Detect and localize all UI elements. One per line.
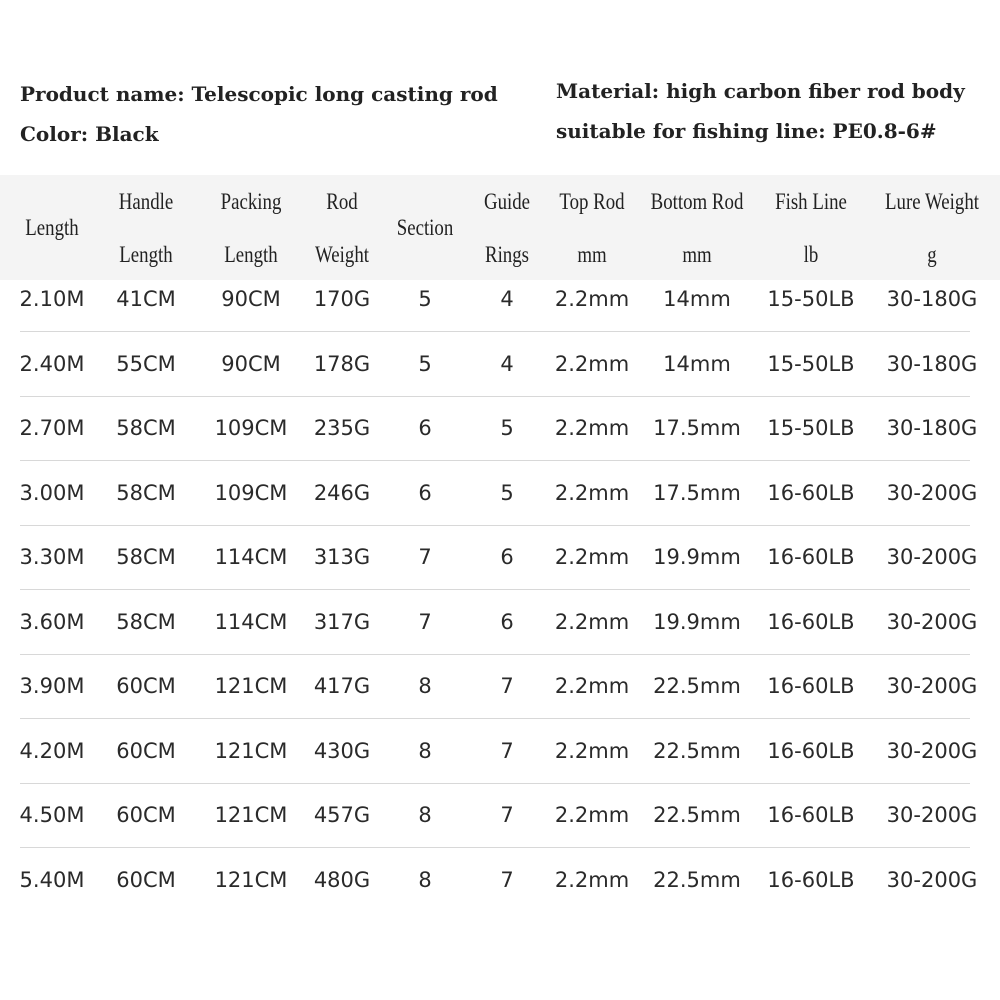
cell-fish_line: 15-50LB	[767, 287, 855, 311]
row-divider	[20, 783, 970, 784]
cell-length: 2.40M	[19, 351, 85, 376]
cell-length: 3.00M	[19, 480, 85, 505]
cell-bottom_rod: 19.9mm	[653, 545, 741, 569]
cell-rod_weight: 317G	[313, 609, 371, 634]
cell-section: 7	[418, 545, 432, 569]
cell-rod_weight: 457G	[313, 803, 371, 827]
cell-bottom_rod: 22.5mm	[653, 803, 741, 827]
header-lure_weight-line2: g	[927, 242, 937, 267]
cell-top_rod: 2.2mm	[554, 287, 630, 311]
cell-length: 2.70M	[19, 416, 85, 440]
cell-bottom_rod: 22.5mm	[653, 674, 741, 698]
cell-top_rod: 2.2mm	[554, 416, 630, 440]
cell-rod_weight: 417G	[313, 674, 371, 698]
cell-bottom_rod: 19.9mm	[653, 609, 741, 634]
row-divider	[20, 331, 970, 332]
product-material: Material: high carbon fiber rod body	[556, 79, 965, 103]
cell-rod_weight: 170G	[313, 287, 371, 311]
header-lure_weight-line1: Lure Weight	[885, 189, 979, 214]
row-divider	[20, 460, 970, 461]
cell-handle_length: 58CM	[116, 609, 176, 634]
cell-lure_weight: 30-200G	[886, 545, 978, 569]
cell-length: 4.50M	[19, 803, 85, 827]
row-divider	[20, 396, 970, 397]
cell-packing_length: 121CM	[214, 867, 288, 892]
cell-handle_length: 41CM	[116, 287, 176, 311]
cell-section: 8	[418, 803, 432, 827]
cell-top_rod: 2.2mm	[554, 738, 630, 763]
cell-section: 5	[418, 351, 432, 376]
cell-handle_length: 58CM	[116, 416, 176, 440]
cell-rod_weight: 480G	[313, 867, 371, 892]
header-section: Section	[396, 215, 454, 240]
cell-handle_length: 60CM	[116, 803, 176, 827]
header-fish_line-line1: Fish Line	[775, 189, 847, 214]
cell-bottom_rod: 22.5mm	[653, 867, 741, 892]
cell-guide_rings: 7	[500, 738, 514, 763]
product-color: Color: Black	[20, 122, 159, 146]
cell-length: 3.60M	[19, 609, 85, 634]
cell-packing_length: 121CM	[214, 803, 288, 827]
cell-bottom_rod: 22.5mm	[653, 738, 741, 763]
cell-bottom_rod: 14mm	[663, 287, 731, 311]
cell-guide_rings: 4	[500, 351, 514, 376]
product-name: Product name: Telescopic long casting rod	[20, 82, 498, 106]
cell-guide_rings: 7	[500, 803, 514, 827]
header-packing_length-line2: Length	[224, 242, 278, 267]
cell-length: 5.40M	[19, 867, 85, 892]
header-handle_length-line2: Length	[119, 242, 173, 267]
cell-section: 5	[418, 287, 432, 311]
cell-fish_line: 15-50LB	[767, 351, 855, 376]
cell-handle_length: 60CM	[116, 867, 176, 892]
cell-section: 6	[418, 416, 432, 440]
cell-packing_length: 121CM	[214, 738, 288, 763]
header-bottom_rod-line2: mm	[682, 242, 712, 267]
cell-rod_weight: 313G	[313, 545, 371, 569]
cell-rod_weight: 235G	[313, 416, 371, 440]
cell-guide_rings: 7	[500, 674, 514, 698]
cell-fish_line: 16-60LB	[767, 674, 855, 698]
cell-lure_weight: 30-200G	[886, 738, 978, 763]
cell-lure_weight: 30-200G	[886, 674, 978, 698]
cell-handle_length: 58CM	[116, 480, 176, 505]
header-rod_weight-line2: Weight	[314, 242, 370, 267]
cell-packing_length: 114CM	[214, 545, 288, 569]
cell-rod_weight: 178G	[313, 351, 371, 376]
cell-lure_weight: 30-200G	[886, 803, 978, 827]
cell-length: 3.30M	[19, 545, 85, 569]
cell-packing_length: 109CM	[214, 416, 288, 440]
cell-section: 6	[418, 480, 432, 505]
cell-packing_length: 114CM	[214, 609, 288, 634]
cell-length: 2.10M	[19, 287, 85, 311]
cell-top_rod: 2.2mm	[554, 545, 630, 569]
header-top_rod-line1: Top Rod	[559, 189, 625, 214]
cell-fish_line: 16-60LB	[767, 545, 855, 569]
cell-fish_line: 16-60LB	[767, 803, 855, 827]
cell-handle_length: 58CM	[116, 545, 176, 569]
cell-packing_length: 121CM	[214, 674, 288, 698]
row-divider	[20, 654, 970, 655]
cell-bottom_rod: 14mm	[663, 351, 731, 376]
cell-guide_rings: 5	[500, 416, 514, 440]
cell-lure_weight: 30-180G	[886, 351, 978, 376]
cell-rod_weight: 430G	[313, 738, 371, 763]
header-guide_rings-line1: Guide	[483, 189, 531, 214]
cell-lure_weight: 30-180G	[886, 416, 978, 440]
cell-bottom_rod: 17.5mm	[653, 416, 741, 440]
cell-top_rod: 2.2mm	[554, 674, 630, 698]
cell-top_rod: 2.2mm	[554, 803, 630, 827]
cell-packing_length: 90CM	[221, 351, 281, 376]
cell-top_rod: 2.2mm	[554, 867, 630, 892]
header-handle_length-line1: Handle	[118, 189, 174, 214]
cell-top_rod: 2.2mm	[554, 609, 630, 634]
cell-guide_rings: 7	[500, 867, 514, 892]
row-divider	[20, 718, 970, 719]
cell-fish_line: 16-60LB	[767, 738, 855, 763]
cell-fish_line: 15-50LB	[767, 416, 855, 440]
cell-handle_length: 60CM	[116, 674, 176, 698]
cell-guide_rings: 5	[500, 480, 514, 505]
cell-guide_rings: 4	[500, 287, 514, 311]
cell-lure_weight: 30-200G	[886, 867, 978, 892]
header-packing_length-line1: Packing	[220, 189, 282, 214]
cell-length: 4.20M	[19, 738, 85, 763]
cell-lure_weight: 30-200G	[886, 480, 978, 505]
header-length: Length	[25, 215, 79, 240]
cell-lure_weight: 30-180G	[886, 287, 978, 311]
cell-packing_length: 109CM	[214, 480, 288, 505]
cell-bottom_rod: 17.5mm	[653, 480, 741, 505]
cell-guide_rings: 6	[500, 609, 514, 634]
cell-packing_length: 90CM	[221, 287, 281, 311]
cell-fish_line: 16-60LB	[767, 480, 855, 505]
cell-section: 7	[418, 609, 432, 634]
cell-section: 8	[418, 674, 432, 698]
row-divider	[20, 589, 970, 590]
cell-top_rod: 2.2mm	[554, 351, 630, 376]
header-bottom_rod-line1: Bottom Rod	[650, 189, 744, 214]
header-guide_rings-line2: Rings	[484, 242, 530, 267]
cell-handle_length: 55CM	[116, 351, 176, 376]
cell-fish_line: 16-60LB	[767, 867, 855, 892]
cell-lure_weight: 30-200G	[886, 609, 978, 634]
fishing-line-spec: suitable for fishing line: PE0.8-6#	[556, 119, 937, 143]
cell-fish_line: 16-60LB	[767, 609, 855, 634]
cell-length: 3.90M	[19, 674, 85, 698]
cell-handle_length: 60CM	[116, 738, 176, 763]
row-divider	[20, 525, 970, 526]
cell-guide_rings: 6	[500, 545, 514, 569]
cell-rod_weight: 246G	[313, 480, 371, 505]
header-fish_line-line2: lb	[803, 242, 819, 267]
cell-section: 8	[418, 867, 432, 892]
header-top_rod-line2: mm	[577, 242, 607, 267]
row-divider	[20, 847, 970, 848]
header-rod_weight-line1: Rod	[326, 189, 358, 214]
cell-top_rod: 2.2mm	[554, 480, 630, 505]
cell-section: 8	[418, 738, 432, 763]
